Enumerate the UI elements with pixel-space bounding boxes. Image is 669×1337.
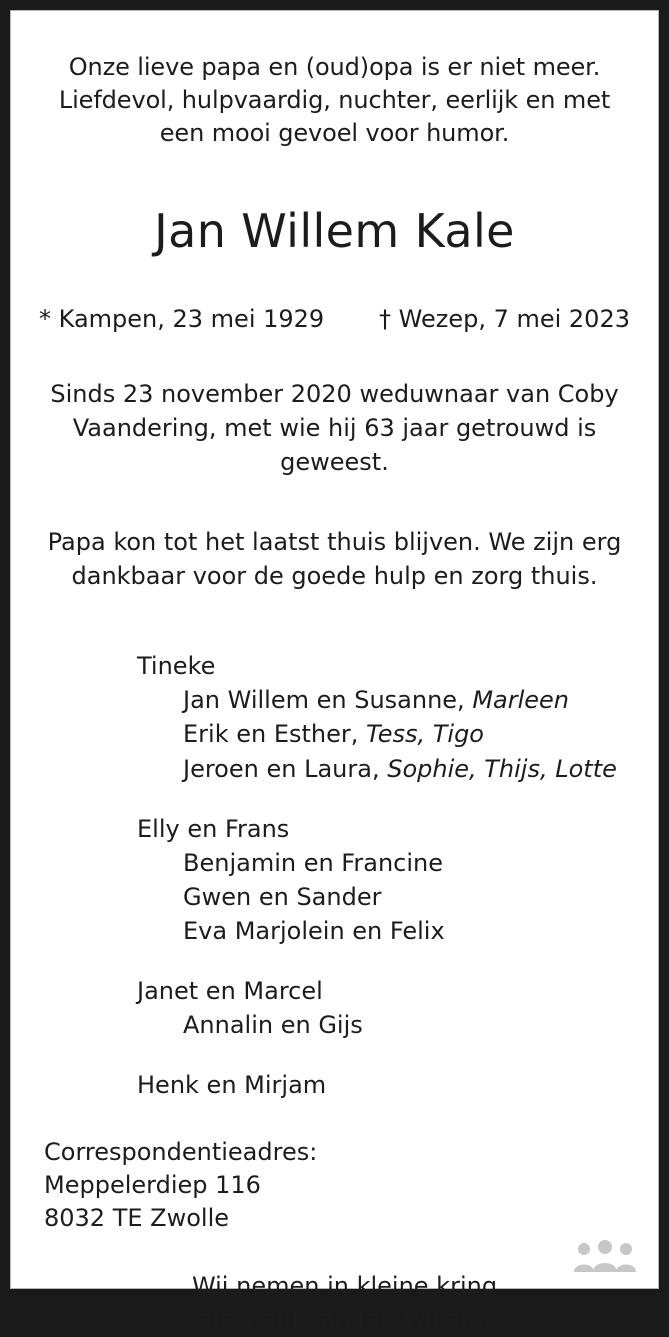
family-list <box>33 649 636 1102</box>
family-group <box>137 1068 636 1102</box>
grandchildren-names: Sophie, Thijs, Lotte <box>387 754 617 783</box>
obituary-content <box>11 11 658 1334</box>
family-child: Jeroen en Laura, Sophie, Thijs, Lotte <box>183 754 617 783</box>
life-dates <box>33 305 636 333</box>
thanks-text: Papa kon tot het laatst thuis blijven. We zijn erg dankbaar voor de goede hulp en zorg thuis. <box>47 528 622 591</box>
address-street: Meppelerdiep 116 <box>44 1171 261 1200</box>
grandchildren-names: Tess, Tigo <box>366 720 484 749</box>
family-group <box>137 974 636 1042</box>
grandchildren-names: Marleen <box>472 686 570 715</box>
family-child: Jan Willem en Susanne, Marleen <box>183 686 570 715</box>
family-group <box>137 649 636 785</box>
intro-text: Onze lieve papa en (oud)opa is er niet meer. Liefdevol, hulpvaardig, nuchter, eerlijk en met een mooi gevoel voor humor. <box>58 53 611 148</box>
widower-text: Sinds 23 november 2020 weduwnaar van Coby Vaandering, met wie hij 63 jaar getrouwd is geweest. <box>50 379 619 477</box>
closing-line-1: Wij nemen in kleine kring <box>191 1271 498 1300</box>
deceased-name: Jan Willem Kale <box>154 204 515 259</box>
family-child: Eva Marjolein en Felix <box>183 916 445 945</box>
closing-text <box>33 1270 636 1337</box>
birth-date: * Kampen, 23 mei 1929 <box>39 304 325 333</box>
family-head: Janet en Marcel <box>137 976 323 1005</box>
obituary-card <box>10 10 659 1334</box>
family-head: Tineke <box>137 652 216 681</box>
correspondence-address <box>33 1136 636 1235</box>
death-date: † Wezep, 7 mei 2023 <box>379 304 630 333</box>
closing-line-2: afscheid van Jan Willem. <box>197 1305 492 1334</box>
family-child: Benjamin en Francine <box>183 848 443 877</box>
family-head: Henk en Mirjam <box>137 1071 327 1100</box>
address-label: Correspondentieadres: <box>44 1138 318 1167</box>
family-head: Elly en Frans <box>137 814 290 843</box>
family-child: Gwen en Sander <box>183 882 382 911</box>
family-people-logo-icon <box>572 1240 638 1274</box>
family-child: Annalin en Gijs <box>183 1011 363 1040</box>
family-child: Erik en Esther, Tess, Tigo <box>183 720 484 749</box>
family-group <box>137 812 636 948</box>
address-city: 8032 TE Zwolle <box>44 1204 230 1233</box>
